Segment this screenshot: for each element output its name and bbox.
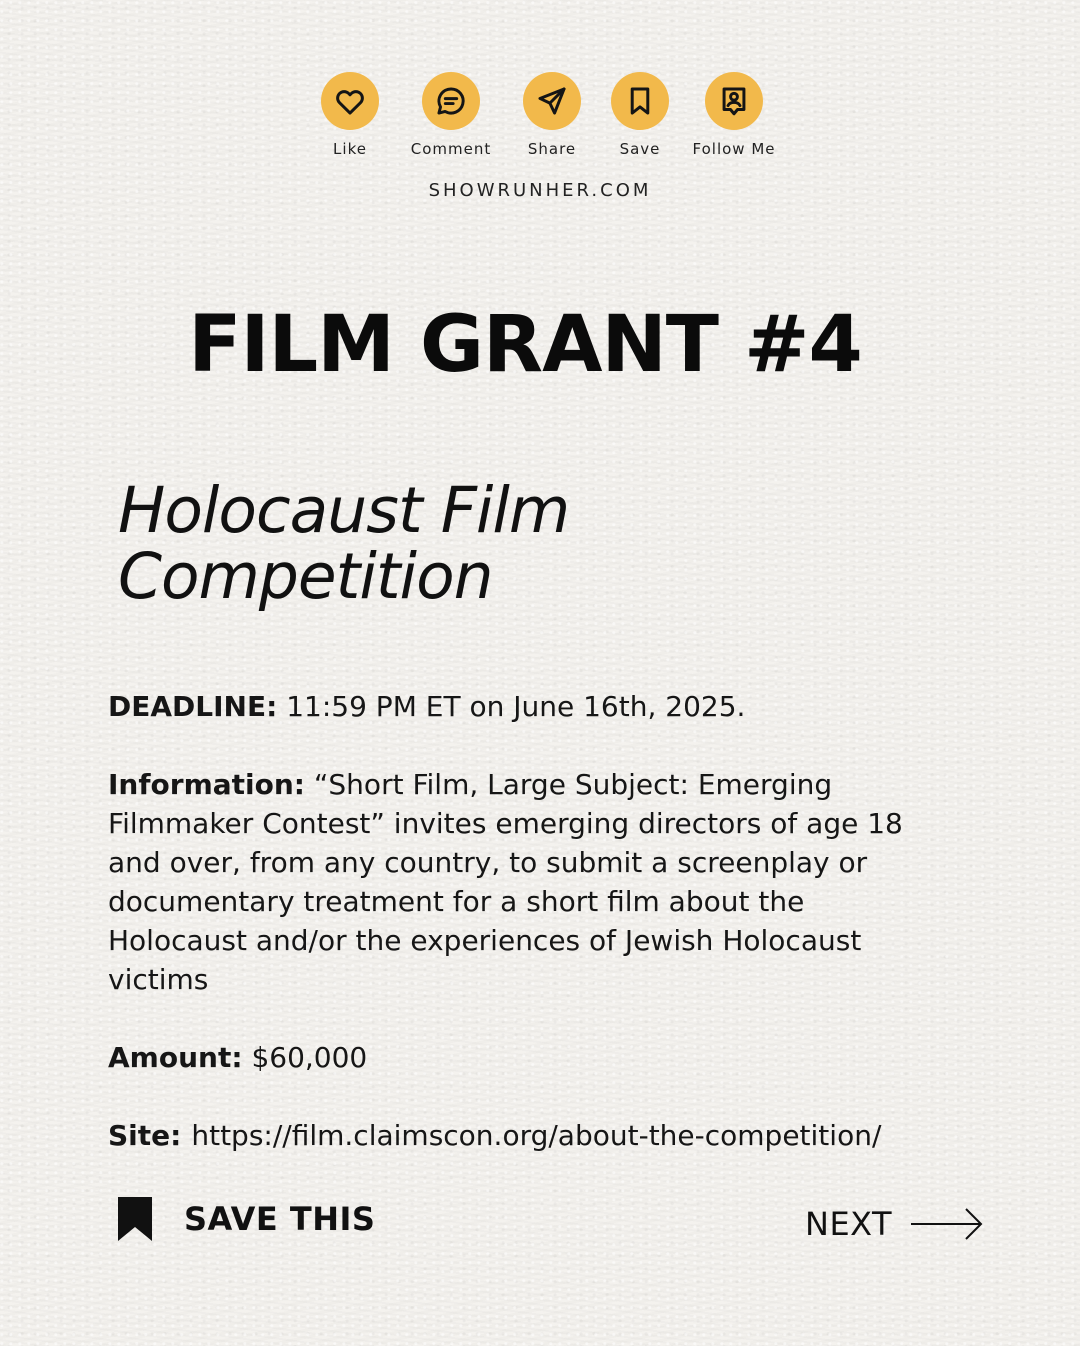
like-button[interactable] xyxy=(295,72,405,158)
comment-circle[interactable] xyxy=(422,72,480,130)
grant-title: FILM GRANT #4 xyxy=(188,300,862,390)
site-url: SHOWRUNHER.COM xyxy=(428,180,652,201)
information-label: Information: xyxy=(108,768,305,801)
comment-button[interactable] xyxy=(396,72,506,158)
like-circle[interactable] xyxy=(321,72,379,130)
bookmark-icon xyxy=(623,84,657,118)
comment-icon xyxy=(434,84,468,118)
action-bar xyxy=(0,72,1080,162)
bookmark-filled-icon xyxy=(116,1196,154,1242)
share-circle[interactable] xyxy=(523,72,581,130)
share-label: Share xyxy=(527,140,577,158)
amount-line xyxy=(108,1038,938,1077)
user-badge-icon xyxy=(717,84,751,118)
send-icon xyxy=(535,84,569,118)
amount-value: $60,000 xyxy=(251,1041,368,1074)
save-this-label: SAVE THIS xyxy=(184,1200,376,1238)
comment-label: Comment xyxy=(410,140,492,158)
arrow-right-icon xyxy=(910,1206,984,1242)
save-label: Save xyxy=(619,140,661,158)
amount-label: Amount: xyxy=(108,1041,243,1074)
deadline-value: 11:59 PM ET on June 16th, 2025. xyxy=(286,690,746,723)
follow-circle[interactable] xyxy=(705,72,763,130)
information-value: “Short Film, Large Subject: Emerging Filmmaker Contest” invites emerging directors of age 18 and over, from any country, to submit a screenplay or documentary treatment for a short film about the Holocaust and/or the experiences of Jewish Holocaust victims xyxy=(108,768,903,996)
deadline-line xyxy=(108,687,938,726)
information-paragraph xyxy=(108,765,938,999)
next-button[interactable] xyxy=(805,1204,984,1244)
site-link[interactable]: https://film.claimscon.org/about-the-competition/ xyxy=(191,1119,882,1152)
like-label: Like xyxy=(333,140,367,158)
save-circle[interactable] xyxy=(611,72,669,130)
next-label: NEXT xyxy=(805,1205,893,1243)
competition-title: Holocaust Film Competition xyxy=(118,474,570,613)
heart-icon xyxy=(333,84,367,118)
deadline-label: DEADLINE: xyxy=(108,690,278,723)
site-label: Site: xyxy=(108,1119,182,1152)
save-this-button[interactable] xyxy=(116,1196,375,1242)
follow-button[interactable] xyxy=(679,72,789,158)
site-line xyxy=(108,1116,938,1155)
follow-label: Follow Me xyxy=(692,140,776,158)
